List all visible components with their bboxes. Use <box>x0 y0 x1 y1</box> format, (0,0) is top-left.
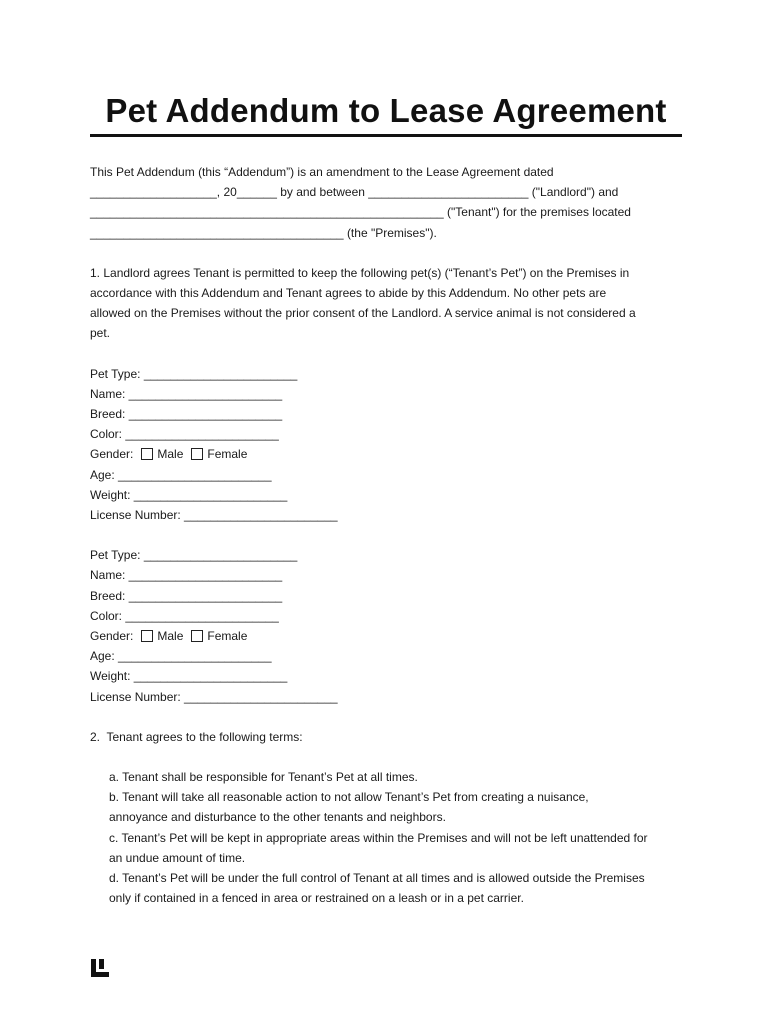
female-checkbox[interactable] <box>191 448 203 460</box>
intro-line: This Pet Addendum (this “Addendum”) is an amendment to the Lease Agreement dated <box>90 165 554 179</box>
pet-block-1 <box>90 364 690 526</box>
pet-name-field[interactable]: Name: _______________________ <box>90 386 283 401</box>
pet-breed-field[interactable]: Breed: _______________________ <box>90 407 283 422</box>
male-checkbox[interactable] <box>141 630 153 642</box>
intro-line: ______________________________________ (the "Premises"). <box>90 225 437 240</box>
male-label: Male <box>157 447 184 462</box>
clause-2-heading: 2. Tenant agrees to the following terms: <box>90 729 303 744</box>
pet-color-field[interactable]: Color: _______________________ <box>90 427 279 442</box>
clause-1-line: allowed on the Premises without the prior consent of the Landlord. A service animal is not considered a <box>90 306 636 321</box>
clause-1-line: accordance with this Addendum and Tenant agrees to abide by this Addendum. No other pets are <box>90 286 607 301</box>
pet-color-field[interactable]: Color: _______________________ <box>90 608 279 623</box>
pet-name-field[interactable]: Name: _______________________ <box>90 568 283 583</box>
pet-breed-field[interactable]: Breed: _______________________ <box>90 588 283 603</box>
pet-gender-row <box>90 444 690 464</box>
clause-1 <box>90 263 690 344</box>
pet-type-field[interactable]: Pet Type: _______________________ <box>90 548 298 563</box>
term-item: b. Tenant will take all reasonable action to not allow Tenant’s Pet from creating a nuisance, <box>109 790 589 805</box>
female-label: Female <box>207 629 248 644</box>
term-item: d. Tenant’s Pet will be under the full control of Tenant at all times and is allowed outside the Premises <box>109 871 645 886</box>
document-body <box>90 162 690 909</box>
pet-license-field[interactable]: License Number: _______________________ <box>90 689 338 704</box>
female-checkbox[interactable] <box>191 630 203 642</box>
term-item: c. Tenant’s Pet will be kept in appropriate areas within the Premises and will not be left unattended for <box>109 830 648 845</box>
clause-1-line: 1. Landlord agrees Tenant is permitted to keep the following pet(s) (“Tenant’s Pet”) on the Premises in <box>90 265 630 280</box>
terms-list <box>90 767 690 908</box>
intro-line: _____________________________________________________ ("Tenant") for the premises located <box>90 205 631 220</box>
pet-age-field[interactable]: Age: _______________________ <box>90 649 272 664</box>
intro-paragraph <box>90 162 690 243</box>
document-logo-icon <box>91 959 109 977</box>
male-label: Male <box>157 629 184 644</box>
gender-label: Gender: <box>90 447 134 462</box>
pet-license-field[interactable]: License Number: _______________________ <box>90 508 338 523</box>
pet-age-field[interactable]: Age: _______________________ <box>90 467 272 482</box>
intro-line: ___________________, 20______ by and between ________________________ ("Landlord") and <box>90 185 619 200</box>
pet-weight-field[interactable]: Weight: _______________________ <box>90 487 288 502</box>
clause-1-line: pet. <box>90 326 111 341</box>
pet-gender-row <box>90 626 690 646</box>
pet-type-field[interactable]: Pet Type: _______________________ <box>90 366 298 381</box>
page-title: Pet Addendum to Lease Agreement <box>105 92 667 129</box>
pet-block-2 <box>90 545 690 707</box>
term-item: an undue amount of time. <box>109 850 246 865</box>
title-underline <box>90 134 682 137</box>
pet-weight-field[interactable]: Weight: _______________________ <box>90 669 288 684</box>
term-item: a. Tenant shall be responsible for Tenant’s Pet at all times. <box>109 770 418 785</box>
term-item: only if contained in a fenced in area or restrained on a leash or in a pet carrier. <box>109 891 524 906</box>
term-item: annoyance and disturbance to the other tenants and neighbors. <box>109 810 446 825</box>
gender-label: Gender: <box>90 629 134 644</box>
male-checkbox[interactable] <box>141 448 153 460</box>
female-label: Female <box>207 447 248 462</box>
